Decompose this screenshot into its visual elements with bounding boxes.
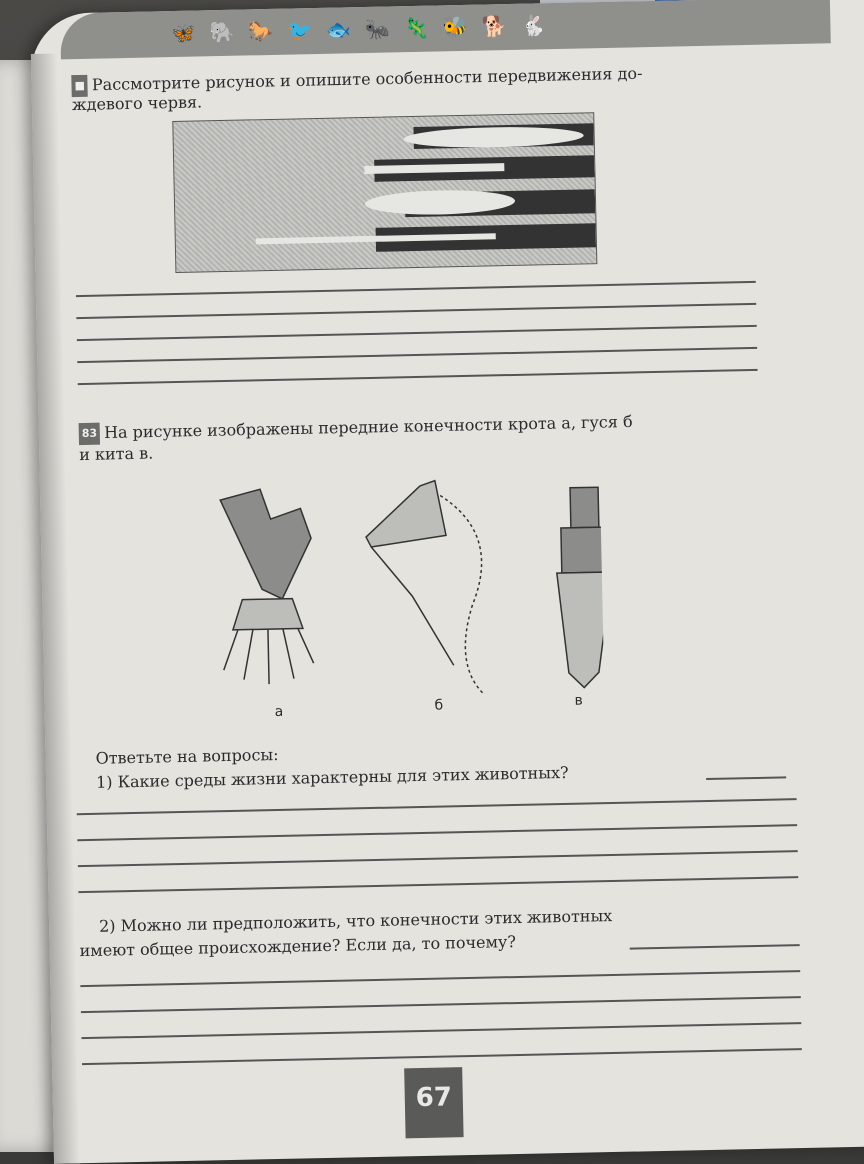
answer-line[interactable] — [630, 944, 800, 950]
questions-heading: Ответьте на вопросы: — [95, 744, 279, 768]
label-b: б — [434, 697, 444, 714]
answer-line[interactable] — [77, 347, 757, 363]
limbs-drawing — [200, 472, 605, 720]
question-2-line2: имеют общее происхождение? Если да, то почему? — [79, 932, 517, 961]
label-v: в — [574, 692, 583, 709]
task2-text — [79, 411, 633, 445]
task2-line1: На рисунке изображены передние конечности крота а, гуся б — [103, 411, 633, 443]
task1-text — [71, 63, 642, 97]
answer-line[interactable] — [76, 281, 756, 297]
whale-limb — [555, 487, 605, 688]
question-1: 1) Какие среды жизни характерны для этих животных? — [95, 762, 569, 792]
answer-line[interactable] — [78, 876, 798, 893]
mole-limb — [220, 488, 314, 685]
earthworm-figure — [172, 112, 597, 273]
answer-line[interactable] — [706, 776, 786, 780]
goose-limb — [365, 480, 484, 697]
label-a: а — [274, 703, 284, 721]
answer-line[interactable] — [77, 798, 797, 815]
answer-line[interactable] — [77, 325, 757, 341]
page-number: 67 — [404, 1067, 463, 1138]
question-2-line1: 2) Можно ли предположить, что конечности этих животных — [98, 906, 613, 936]
task1-line2: ждевого червя. — [71, 92, 203, 115]
workbook-page — [30, 0, 864, 1164]
task1-number: ■ — [71, 75, 88, 97]
answer-line[interactable] — [76, 303, 756, 319]
limbs-figure — [200, 472, 605, 720]
answer-line[interactable] — [77, 824, 797, 841]
answer-line[interactable] — [82, 1048, 802, 1065]
answer-line[interactable] — [81, 996, 801, 1013]
task2-line2: и кита в. — [79, 443, 154, 465]
answer-line[interactable] — [81, 1022, 801, 1039]
animal-silhouettes: 🦋🐘🐎🐦🐟🐜🦎🐝🐕🐇 — [170, 12, 560, 46]
task1-line1: Рассмотрите рисунок и опишите особенности передвижения до- — [91, 63, 643, 95]
task2-number: 83 — [79, 423, 101, 445]
answer-line[interactable] — [78, 369, 758, 385]
earthworm-drawing — [173, 113, 596, 272]
answer-line[interactable] — [78, 850, 798, 867]
answer-line[interactable] — [80, 970, 800, 987]
